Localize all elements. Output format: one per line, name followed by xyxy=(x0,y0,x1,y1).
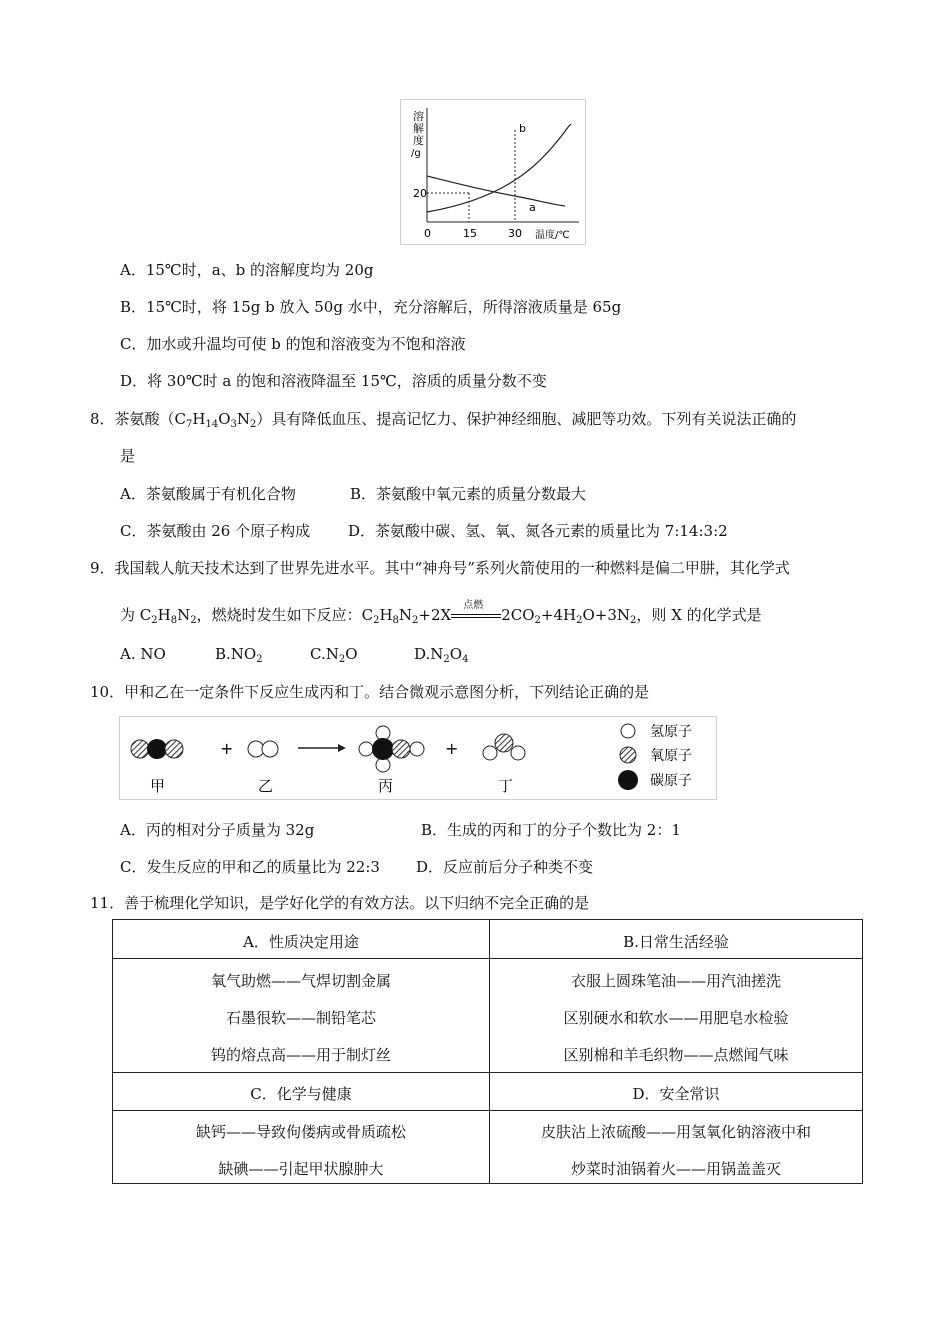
y-label-2: 解 xyxy=(413,122,424,135)
cell-c-head: C．化学与健康 xyxy=(250,1085,352,1103)
solubility-graph-svg xyxy=(401,100,585,244)
cell-a-row-3: 钨的熔点高——用于制灯丝 xyxy=(210,1046,391,1064)
label-yi: 乙 xyxy=(258,777,274,795)
plus-1: + xyxy=(220,739,234,758)
y-label-1: 溶 xyxy=(413,110,424,123)
q10-option-d: D．反应前后分子种类不变 xyxy=(416,858,594,876)
label-ding: 丁 xyxy=(498,777,514,795)
legend-oxygen: 氧原子 xyxy=(650,748,692,764)
q9-stem: 9．我国载人航天技术达到了世界先进水平。其中“神舟号”系列火箭使用的一种燃料是偏二甲肼，其化学式 xyxy=(90,559,790,577)
label-bing: 丙 xyxy=(378,777,394,795)
x-tick-30: 30 xyxy=(508,227,522,240)
q11-stem: 11．善于梳理化学知识，是学好化学的有效方法。以下归纳不完全正确的是 xyxy=(90,894,590,912)
solubility-graph xyxy=(400,99,586,245)
curve-b-label: b xyxy=(519,122,526,135)
q10-option-b: B．生成的丙和丁的分子个数比为 2：1 xyxy=(421,821,681,839)
plus-2: + xyxy=(445,739,459,758)
reaction-condition: 点燃 xyxy=(451,608,501,624)
x-tick-15: 15 xyxy=(463,227,477,240)
molecule-ding xyxy=(483,734,525,760)
legend-hydrogen: 氢原子 xyxy=(650,724,692,740)
cell-a-head: A．性质决定用途 xyxy=(243,933,359,951)
q8-option-c: C．茶氨酸由 26 个原子构成 xyxy=(120,522,311,540)
reaction-arrow-head xyxy=(338,744,346,752)
curve-a-label: a xyxy=(529,201,536,214)
molecule-yi xyxy=(248,741,278,757)
q8-stem-cont: 是 xyxy=(120,447,136,465)
legend-carbon-icon xyxy=(618,770,638,790)
q10-option-a: A．丙的相对分子质量为 32g xyxy=(120,821,315,839)
reaction-diagram-svg xyxy=(120,717,716,799)
q10-stem: 10．甲和乙在一定条件下反应生成丙和丁。结合微观示意图分析，下列结论正确的是 xyxy=(90,683,650,701)
y-label-4: /g xyxy=(411,148,421,159)
q7-option-b: B．15℃时，将 15g b 放入 50g 水中，充分溶解后，所得溶液质量是 65g xyxy=(120,298,622,316)
cell-c-row-2: 缺碘——引起甲状腺肿大 xyxy=(218,1160,384,1178)
y-label-3: 度 xyxy=(413,134,424,147)
q7-option-a: A．15℃时，a、b 的溶解度均为 20g xyxy=(120,261,374,279)
legend-hydrogen-icon xyxy=(621,724,635,738)
summary-table xyxy=(112,919,863,1184)
x-tick-0: 0 xyxy=(424,227,431,240)
molecule-jia xyxy=(131,739,183,759)
q9-option-c: $C.N_2O$ xyxy=(310,645,358,665)
x-label: 温度/℃ xyxy=(535,230,570,241)
legend-carbon: 碳原子 xyxy=(650,773,692,789)
q10-option-c: C．发生反应的甲和乙的质量比为 22:3 xyxy=(120,858,380,876)
cell-b-row-2: 区别硬水和软水——用肥皂水检验 xyxy=(563,1009,789,1027)
q9-option-d: $D.N_2O_4$ xyxy=(414,645,469,665)
table-col-left xyxy=(113,920,489,1183)
q8-option-b: B．茶氨酸中氧元素的质量分数最大 xyxy=(350,485,587,503)
cell-a-row-2: 石墨很软——制铅笔芯 xyxy=(225,1009,376,1027)
reaction-diagram xyxy=(119,716,717,800)
cell-b-head: B.日常生活经验 xyxy=(623,933,729,951)
y-tick-20: 20 xyxy=(413,187,427,200)
q7-option-d: D．将 30℃时 a 的饱和溶液降温至 15℃，溶质的质量分数不变 xyxy=(120,372,547,390)
table-col-right xyxy=(490,920,862,1183)
legend-oxygen-icon xyxy=(620,747,636,763)
q7-option-c: C．加水或升温均可使 b 的饱和溶液变为不饱和溶液 xyxy=(120,335,466,353)
q8-option-a: A．茶氨酸属于有机化合物 xyxy=(120,485,296,503)
label-jia: 甲 xyxy=(150,777,166,795)
cell-d-head: D．安全常识 xyxy=(632,1085,720,1103)
q8-stem: 8．茶氨酸$(C_7H_{14}O_3N_2)$具有降低血压、提高记忆力、保护神经细胞、减肥等功效。下列有关说法正确的 xyxy=(90,410,797,430)
q9-option-a: A. NO xyxy=(120,645,166,663)
curve-b xyxy=(427,124,571,212)
cell-b-row-1: 衣服上圆珠笔油——用汽油搓洗 xyxy=(570,972,781,990)
cell-c-row-1: 缺钙——导致佝偻病或骨质疏松 xyxy=(195,1123,406,1141)
q9-equation-line: 为 $C_2H_8N_2$，燃烧时发生如下反应：$C_2H_8N_2+2X$ 点燃 $2CO_2+4H_2O+3N_2$，则 X 的化学式是 xyxy=(120,600,762,626)
cell-a-row-1: 氧气助燃——气焊切割金属 xyxy=(210,972,391,990)
cell-d-row-2: 炒菜时油锅着火——用锅盖盖灭 xyxy=(570,1160,781,1178)
q9-option-b: $B.NO_2$ xyxy=(215,645,263,665)
cell-b-row-3: 区别棉和羊毛织物——点燃闻气味 xyxy=(563,1046,789,1064)
cell-d-row-1: 皮肤沾上浓硫酸——用氢氧化钠溶液中和 xyxy=(540,1123,811,1141)
molecule-bing xyxy=(359,726,424,772)
q8-option-d: D．茶氨酸中碳、氢、氧、氮各元素的质量比为 7:14:3:2 xyxy=(348,522,728,540)
